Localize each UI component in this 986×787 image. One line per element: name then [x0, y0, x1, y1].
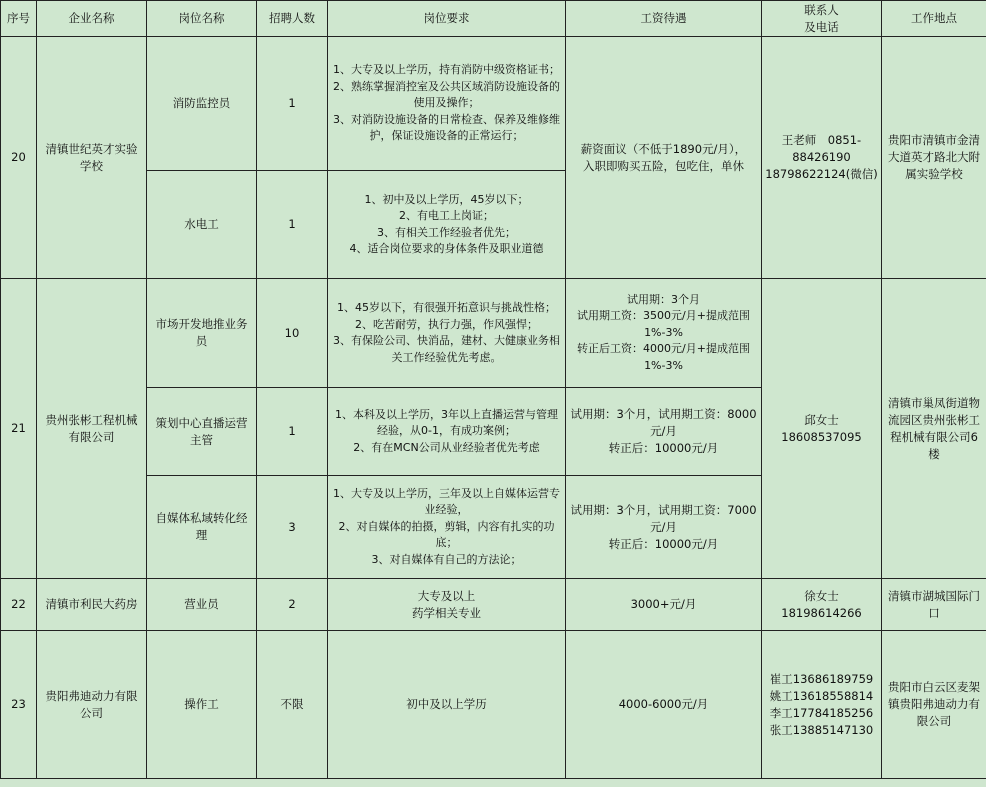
headcount: 2	[257, 579, 328, 631]
position-name: 水电工	[147, 171, 257, 279]
company-name: 清镇市利民大药房	[37, 579, 147, 631]
header-contact-line2: 及电话	[804, 19, 839, 34]
position-name: 操作工	[147, 631, 257, 779]
company-name: 贵阳弗迪动力有限公司	[37, 631, 147, 779]
headcount: 不限	[257, 631, 328, 779]
location: 清镇市巢凤街道物流园区贵州张彬工程机械有限公司6楼	[882, 279, 986, 579]
headcount: 3	[257, 476, 328, 579]
requirement-line: 3、对自媒体有自己的方法论；	[371, 552, 522, 566]
contact: 王老师 0851-88426190 18798622124(微信)	[762, 37, 882, 279]
requirement-line: 1、45岁以下，有很强开拓意识与挑战性格；	[337, 301, 556, 314]
contact: 邱女士 18608537095	[762, 279, 882, 579]
requirements	[328, 279, 566, 388]
position-name: 策划中心直播运营主管	[147, 388, 257, 476]
requirement-line: 大专及以上	[417, 588, 476, 603]
requirement-line: 1、大专及以上学历，持有消防中级资格证书；	[333, 63, 560, 77]
headcount: 1	[257, 37, 328, 171]
salary-line: 试用期：3个月	[627, 292, 700, 306]
requirement-line: 2、对自媒体的拍摄，剪辑，内容有扎实的功底；	[338, 519, 555, 550]
salary: 4000-6000元/月	[566, 631, 762, 779]
row-no: 23	[1, 631, 37, 779]
header-salary: 工资待遇	[566, 1, 762, 37]
salary-line: 试用期：3个月，试用期工资：8000元/月	[570, 407, 757, 438]
contact	[762, 579, 882, 631]
salary	[566, 279, 762, 388]
salary-line: 转正后：10000元/月	[608, 536, 719, 551]
requirements: 初中及以上学历	[328, 631, 566, 779]
contact-line: 崔工13686189759	[769, 671, 874, 686]
contact-line: 徐女士	[804, 588, 839, 603]
requirements	[328, 579, 566, 631]
salary	[566, 476, 762, 579]
contact-line: 张工13885147130	[769, 722, 874, 737]
company-name: 清镇世纪英才实验学校	[37, 37, 147, 279]
position-name: 市场开发地推业务员	[147, 279, 257, 388]
requirement-line: 2、有电工上岗证；	[399, 209, 494, 222]
salary	[566, 388, 762, 476]
contact-line: 姚工13618558814	[769, 688, 874, 703]
requirements	[328, 37, 566, 171]
header-count: 招聘人数	[257, 1, 328, 37]
table-row	[1, 37, 986, 171]
position-name: 消防监控员	[147, 37, 257, 171]
contact-line: 李工17784185256	[769, 705, 874, 720]
salary: 3000+元/月	[566, 579, 762, 631]
position-name: 自媒体私域转化经理	[147, 476, 257, 579]
header-position: 岗位名称	[147, 1, 257, 37]
requirement-line: 3、对消防设施设备的日常检查、保养及维修维护，保证设施设备的正常运行；	[333, 112, 560, 143]
location: 贵阳市白云区麦架镇贵阳弗迪动力有限公司	[882, 631, 986, 779]
header-no: 序号	[1, 1, 37, 37]
company-name: 贵州张彬工程机械有限公司	[37, 279, 147, 579]
row-no: 21	[1, 279, 37, 579]
header-location: 工作地点	[882, 1, 986, 37]
contact	[762, 631, 882, 779]
header-row	[1, 1, 986, 37]
requirement-line: 1、初中及以上学历，45岁以下；	[364, 192, 529, 206]
requirements	[328, 388, 566, 476]
headcount: 1	[257, 171, 328, 279]
requirement-line: 2、吃苦耐劳，执行力强，作风强悍；	[355, 317, 538, 331]
requirement-line: 2、有在MCN公司从业经验者优先考虑	[353, 440, 540, 454]
requirements	[328, 476, 566, 579]
header-contact-line1: 联系人	[804, 2, 839, 17]
contact-line: 18198614266	[781, 605, 862, 620]
requirement-line: 3、有保险公司、快消品，建材、大健康业务相关工作经验优先考虑。	[333, 334, 560, 364]
requirement-line: 3、有相关工作经验者优先；	[377, 225, 516, 239]
salary-line: 转正后工资：4000元/月+提成范围1%-3%	[577, 342, 750, 372]
position-name: 营业员	[147, 579, 257, 631]
location: 贵阳市清镇市金清大道英才路北大附属实验学校	[882, 37, 986, 279]
table-row	[1, 631, 986, 779]
requirement-line: 1、大专及以上学历，三年及以上自媒体运营专业经验，	[333, 486, 560, 517]
row-no: 20	[1, 37, 37, 279]
requirements	[328, 171, 566, 279]
table-row	[1, 279, 986, 388]
header-company: 企业名称	[37, 1, 147, 37]
requirement-line: 4、适合岗位要求的身体条件及职业道德	[349, 242, 544, 255]
headcount: 1	[257, 388, 328, 476]
salary-line: 试用期：3个月，试用期工资：7000元/月	[570, 502, 757, 534]
requirement-line: 药学相关专业	[412, 605, 481, 620]
header-contact	[762, 1, 882, 37]
salary-line: 试用期工资：3500元/月+提成范围1%-3%	[577, 309, 750, 339]
salary: 薪资面议（不低于1890元/月），入职即购买五险，包吃住，单休	[566, 37, 762, 279]
table-row	[1, 579, 986, 631]
requirement-line: 2、熟练掌握消控室及公共区域消防设施设备的使用及操作；	[333, 79, 560, 110]
row-no: 22	[1, 579, 37, 631]
headcount: 10	[257, 279, 328, 388]
requirement-line: 1、本科及以上学历，3年以上直播运营与管理经验，从0-1，有成功案例；	[335, 407, 558, 438]
location: 清镇市湖城国际门口	[882, 579, 986, 631]
header-requirements: 岗位要求	[328, 1, 566, 37]
salary-line: 转正后：10000元/月	[608, 441, 719, 455]
